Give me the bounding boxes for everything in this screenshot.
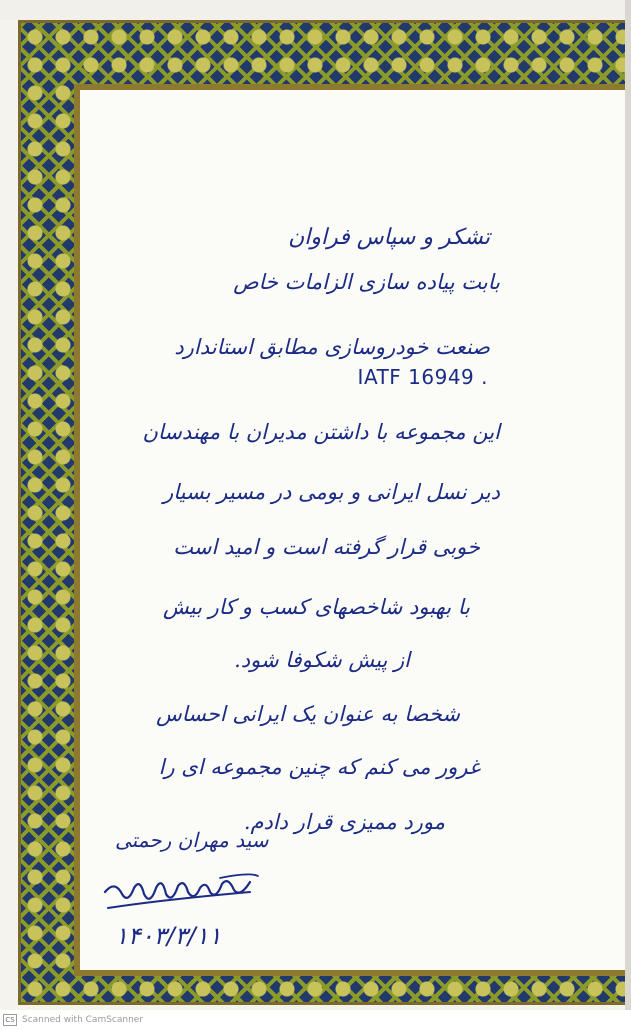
handwritten-signature (100, 870, 260, 918)
signer-name: سید مهران رحمتی (115, 828, 269, 852)
letter-line: غرور می کنم که چنین مجموعه ای را (158, 755, 480, 779)
page-edge (625, 0, 631, 1030)
letter-line: دیر نسل ایرانی و بومی در مسیر بسیار (163, 480, 500, 504)
top-margin (0, 0, 631, 20)
letter-line: مورد ممیزی قرار دادم. (243, 810, 445, 834)
camscanner-logo-icon: CS (3, 1014, 17, 1026)
scanner-label: Scanned with CamScanner (22, 1015, 144, 1025)
letter-line: بابت پیاده سازی الزامات خاص (233, 270, 500, 294)
letter-line: صنعت خودروسازی مطابق استاندارد (174, 335, 490, 359)
letter-line: با بهبود شاخصهای کسب و کار بیش (162, 595, 470, 619)
scanner-watermark (0, 1010, 631, 1030)
letter-line: از پیش شکوفا شود. (234, 648, 410, 672)
letter-line: شخصا به عنوان یک ایرانی احساس (156, 702, 460, 726)
letter-line: تشکر و سپاس فراوان (288, 225, 490, 250)
letter-line-standard: IATF 16949 . (357, 365, 488, 389)
letter-date: ۱۴۰۳/۳/۱۱ (115, 922, 222, 950)
letter-line: خوبی قرار گرفته است و امید است (173, 535, 480, 559)
letter-line: این مجموعه با داشتن مدیران با مهندسان (142, 420, 500, 444)
